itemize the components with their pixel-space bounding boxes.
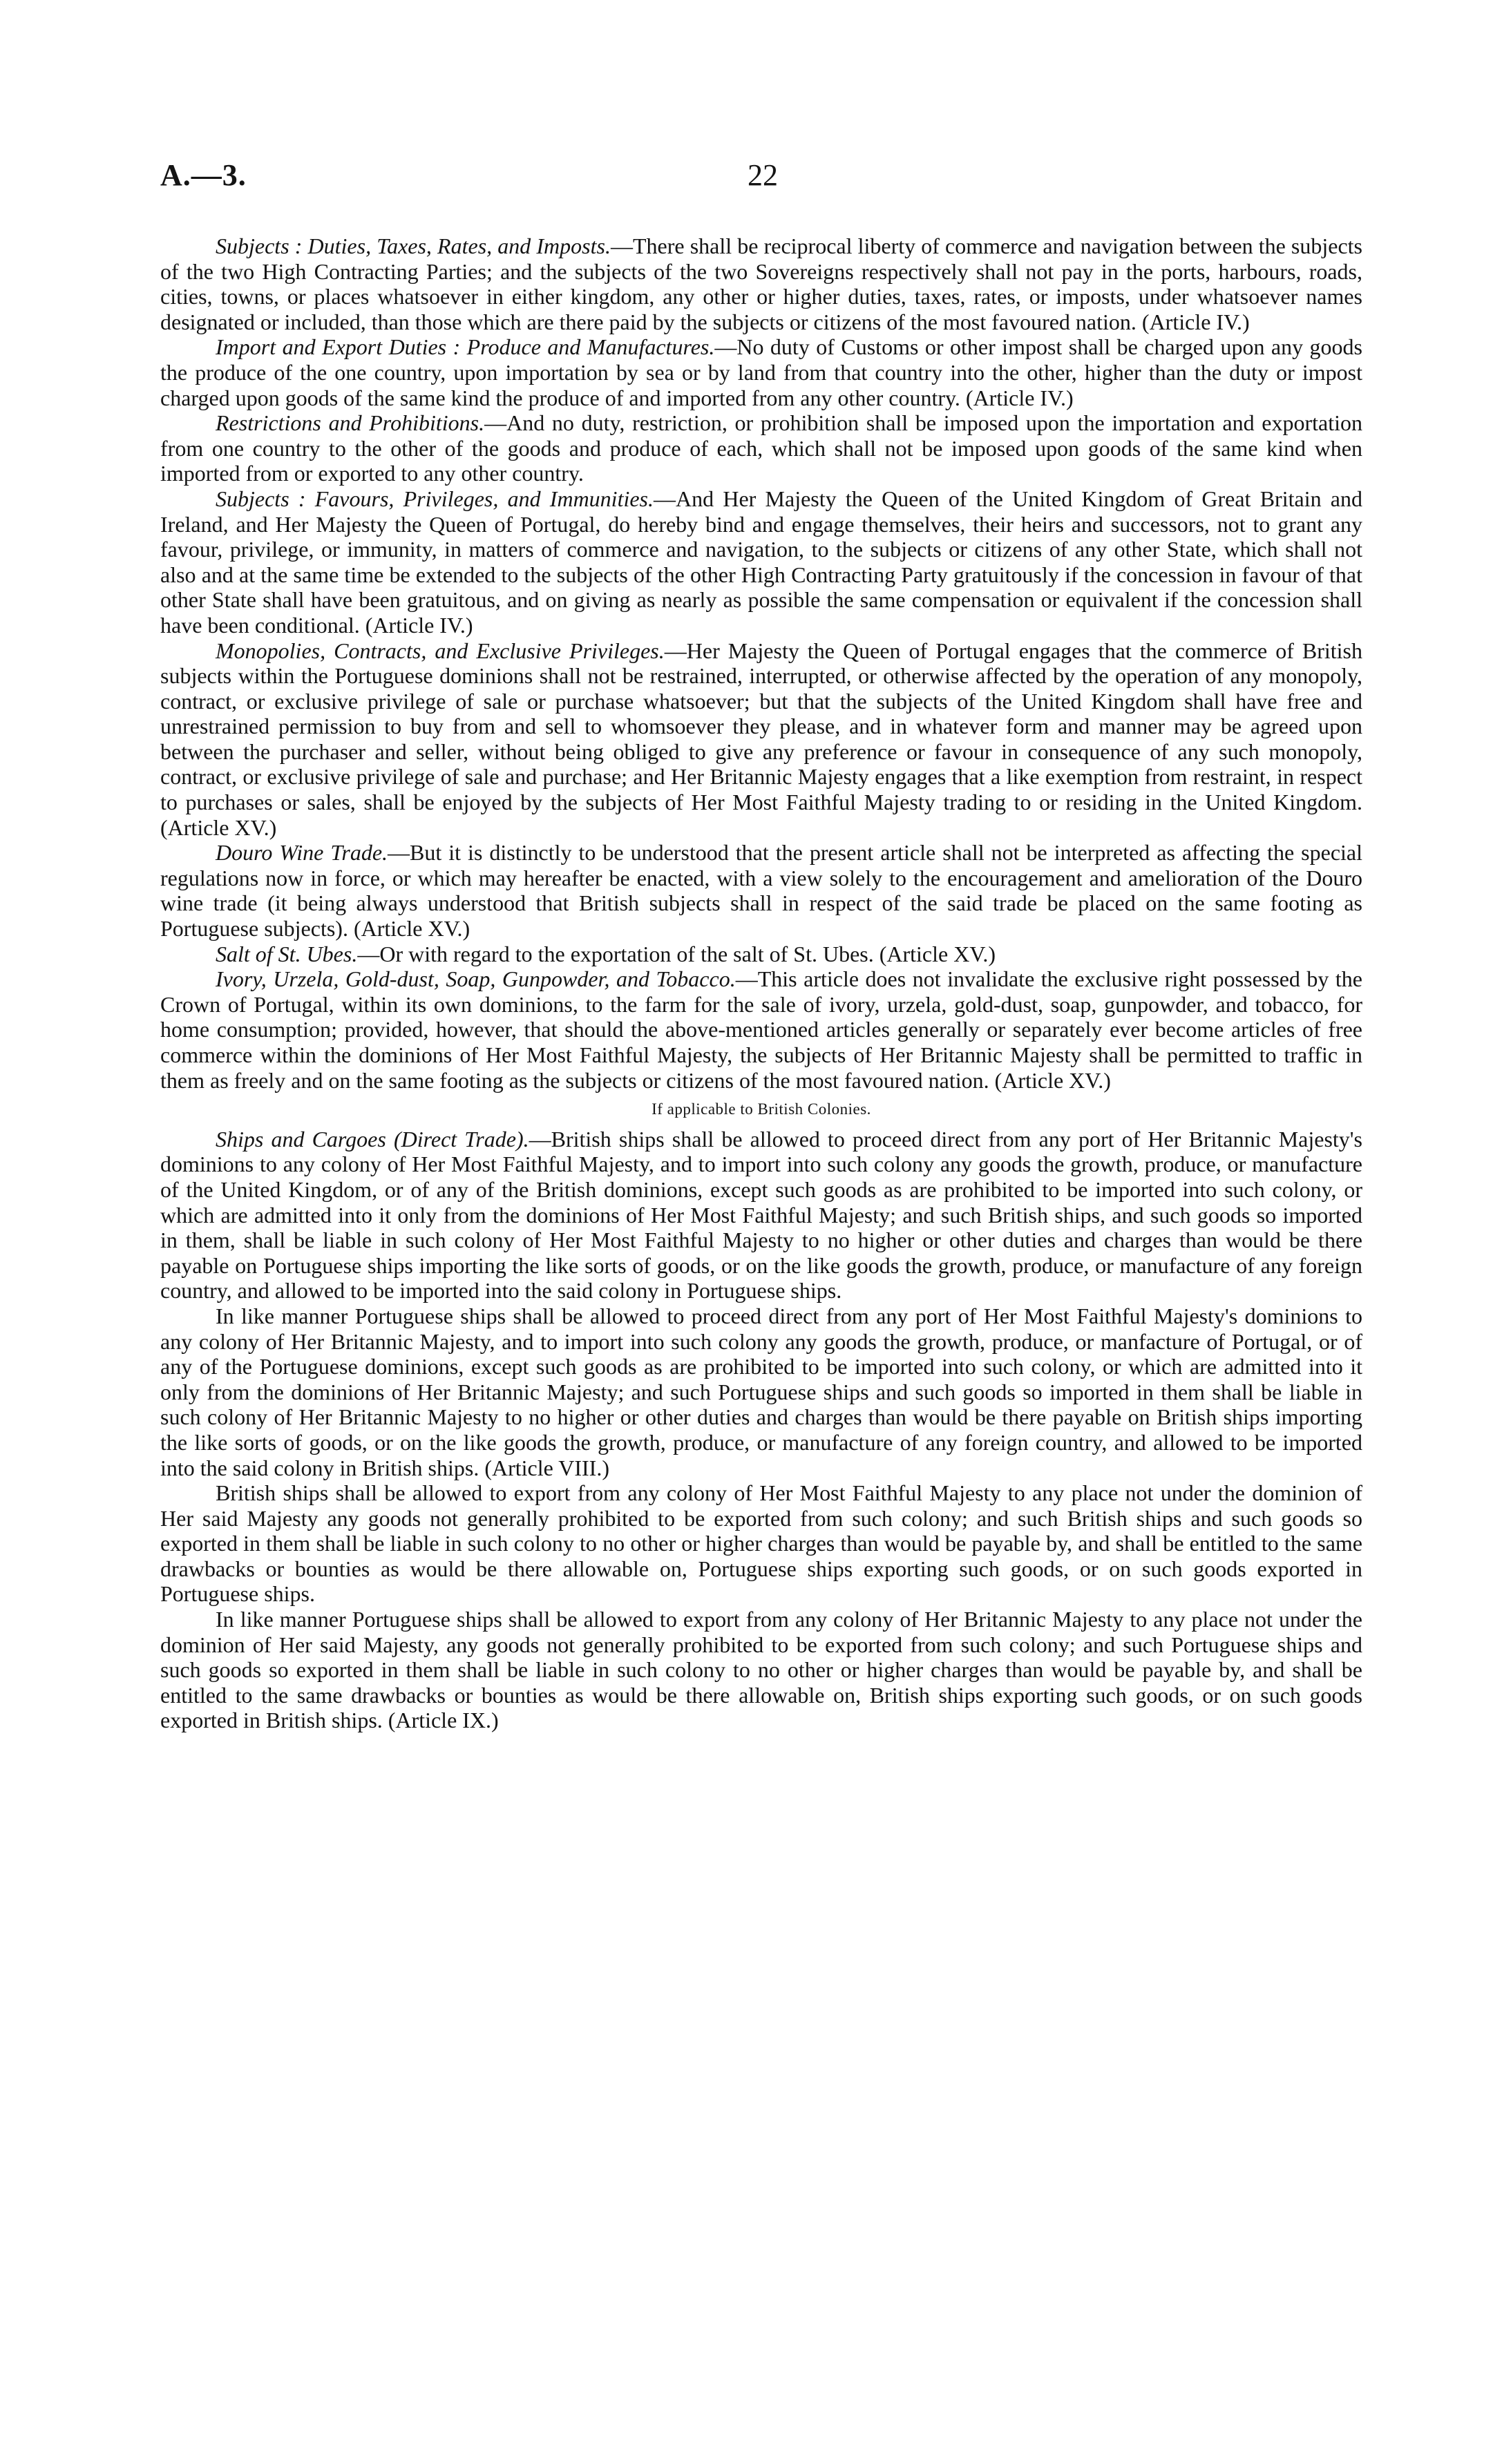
paragraph-text: —And Her Majesty the Queen of the United Kingdom of Great Britain and Ireland, and Her Majesty the Queen of Portugal, do hereby bind and engage themselves, their heirs and successors, not to grant any favour, privilege, or immunity, in matters of commerce and navigation, to the subjects or citizens of any other State, which shall not also and at the same time be extended to the subjects of the other High Contracting Party gratuitously if the concession in favour of that other State shall have been gratuitous, and on giving as nearly as possible the same compensation or equivalent if the concession shall have been conditional. (Article IV.) [160,486,1363,638]
paragraph-british-ships-export [160,1480,1362,1607]
paragraph-monopolies-contracts [160,638,1362,841]
paragraph-heading: Salt of St. Ubes. [216,941,358,966]
paragraph-heading: Ships and Cargoes (Direct Trade). [216,1126,529,1152]
paragraph-text: In like manner Portuguese ships shall be allowed to export from any colony of Her Britannic Majesty to any place not under the dominion of Her said Majesty, any goods not generally prohibited to be exported from such colony; and such Portuguese ships and such goods so exported in them shall be liable in such colony to no other or higher charges than would be payable by, and shall be entitled to the same drawbacks or bounties as would be there allowable on, British ships exporting such goods, or on such goods exported in British ships. (Article IX.) [160,1607,1362,1733]
paragraph-text: —But it is distinctly to be understood that the present article shall not be interpreted as affecting the special regulations now in force, or which may hereafter be enacted, with a view solely to the encouragement and amelioration of the Douro wine trade (it being always understood that British subjects shall in respect of the said trade be placed on the same footing as Portuguese subjects). (Article XV.) [160,840,1363,942]
paragraph-heading: Douro Wine Trade. [216,840,388,866]
page-number: 22 [748,158,778,192]
paragraph-heading: Subjects : Favours, Privileges, and Immunities. [216,486,654,511]
paragraph-restrictions-prohibitions [160,410,1362,486]
paragraph-portuguese-ships-import [160,1303,1362,1480]
paragraph-text: In like manner Portuguese ships shall be allowed to proceed direct from any port of Her Most Faithful Majesty's dominions to any colony of Her Britannic Majesty, and to import into such colony any goods the growth, produce, or manfacture of Portugal, or of any of the Portuguese dominions, except such goods as are prohibited to be imported into such colony, or which are admitted into it only from the dominions of Her Britannic Majesty; and such Portuguese ships and such goods so imported in them shall be liable in such colony of Her Britannic Majesty to no higher or other duties and charges than would be there payable on British ships importing the like sorts of goods, or on the like goods the growth, produce, or manufacture of any foreign country, and allowed to be imported into the said colony in British ships. (Article VIII.) [160,1303,1362,1480]
section-note: If applicable to British Colonies. [652,1100,871,1118]
paragraph-douro-wine-trade [160,840,1362,941]
paragraph-import-export-duties [160,334,1362,410]
page-header [160,157,1362,199]
paragraph-text: —There shall be reciprocal liberty of commerce and navigation between the subjects of the two High Contracting Parties; and the subjects of the two Sovereigns respectively shall not pay in the ports, harbours, roads, cities, towns, or places whatsoever in either kingdom, any other or higher duties, taxes, rates, or imposts, under whatsoever names designated or included, than those which are there paid by the subjects or citizens of the most favoured nation. (Article IV.) [160,233,1363,334]
paragraph-favours-privileges [160,486,1362,638]
paragraph-text: —And no duty, restriction, or prohibition shall be imposed upon the importation and exportation from one country to the other of the goods and produce of each, which shall not be imposed upon goods of the same kind when imported from or exported to any other country. [160,410,1363,486]
paragraph-ivory-urzela [160,966,1362,1093]
paragraph-text: —This article does not invalidate the exclusive right possessed by the Crown of Portugal, within its own dominions, to the farm for the sale of ivory, urzela, gold-dust, soap, gunpowder, and tobacco, for home consumption; provided, however, that should the above-mentioned articles generally or separately ever become articles of free commerce within the dominions of Her Most Faithful Majesty, the subjects of Her Britannic Majesty shall be permitted to traffic in them as freely and on the same footing as the subjects or citizens of the most favoured nation. (Article XV.) [160,966,1363,1093]
paragraph-ships-cargoes [160,1127,1362,1303]
paragraph-heading: Subjects : Duties, Taxes, Rates, and Imposts. [216,233,611,258]
paragraph-text: —Her Majesty the Queen of Portugal engages that the commerce of British subjects within the Portuguese dominions shall not be restrained, interrupted, or otherwise affected by the operation of any monopoly, contract, or exclusive privilege of sale or purchase whatsoever; but that the subjects of the United Kingdom shall have free and unrestrained permission to buy from and sell to whomsoever they please, and in whatever form and manner may be agreed upon between the purchaser and seller, without being obliged to give any preference or favour in consequence of any such monopoly, contract, or exclusive privilege of sale and purchase; and Her Britannic Majesty engages that a like exemption from restraint, in respect to purchases or sales, shall be enjoyed by the subjects of Her Most Faithful Majesty trading to or residing in the United Kingdom. (Article XV.) [160,638,1363,840]
paragraph-portuguese-ships-export [160,1607,1362,1733]
paragraph-text: —No duty of Customs or other impost shall be charged upon any goods the produce of the one country, upon importation by sea or by land from that country into the other, higher than the duty or impost charged upon goods of the same kind the produce of and imported from any other country. (Article IV.) [160,334,1362,410]
paragraph-text: British ships shall be allowed to export from any colony of Her Most Faithful Majesty to any place not under the dominion of Her said Majesty any goods not generally prohibited to be exported from such colony; and such British ships and such goods so exported in them shall be liable in such colony to no other or higher charges than would be payable by, and shall be entitled to the same drawbacks or bounties as would be there allowable on, Portuguese ships exporting such goods, or on such goods exported in Portuguese ships. [160,1480,1362,1607]
paragraph-heading: Ivory, Urzela, Gold-dust, Soap, Gunpowder, and Tobacco. [216,966,736,992]
paragraph-text: —Or with regard to the exportation of the salt of St. Ubes. (Article XV.) [357,941,996,966]
paragraph-text: —British ships shall be allowed to proceed direct from any port of Her Britannic Majesty's dominions to any colony of Her Most Faithful Majesty, and to import into such colony any goods the growth, produce, or manufacture of the United Kingdom, or of any of the British dominions, except such goods as are prohibited to be imported into such colony, or which are admitted into it only from the dominions of Her Most Faithful Majesty; and such British ships, and such goods so imported in them, shall be liable in such colony of Her Most Faithful Majesty to no higher or other duties and charges than would be there payable on Portuguese ships importing the like sorts of goods, or on the like goods the growth, produce, or manufacture of any foreign country, and allowed to be imported into the said colony in Portuguese ships. [160,1126,1363,1303]
paragraph-heading: Monopolies, Contracts, and Exclusive Privileges. [216,638,665,663]
paragraph-heading: Restrictions and Prohibitions. [216,410,485,436]
document-body [160,233,1362,1733]
page-reference: A.—3. [160,158,247,192]
paragraph-heading: Import and Export Duties : Produce and Manufactures. [216,334,715,360]
paragraph-subjects-duties [160,233,1362,334]
paragraph-salt-of-st-ubes [160,942,1362,967]
